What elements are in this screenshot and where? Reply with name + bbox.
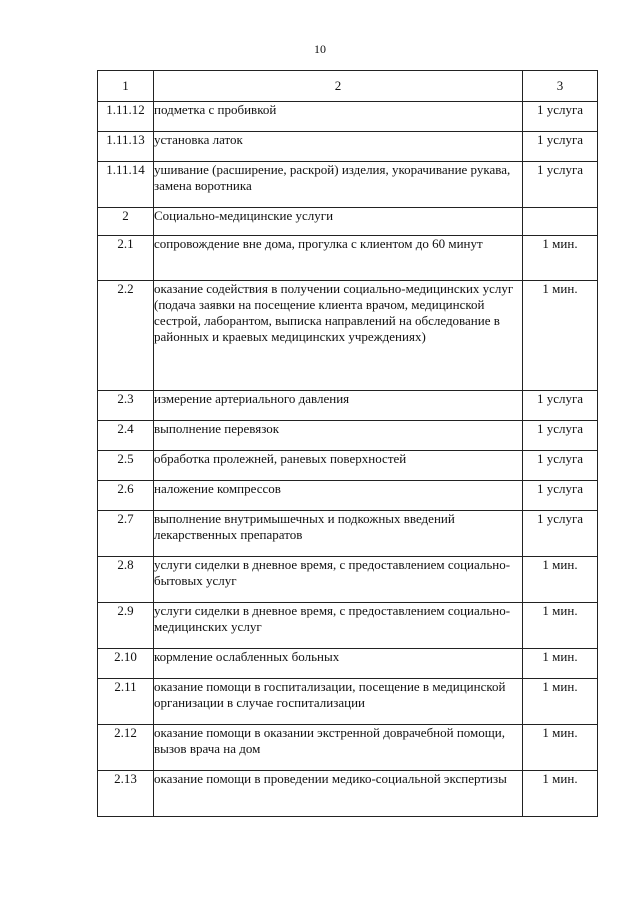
row-service-name: кормление ослабленных больных (154, 649, 523, 679)
table-row (98, 603, 598, 649)
row-number: 2 (98, 208, 154, 236)
row-number: 2.9 (98, 603, 154, 649)
row-unit: 1 мин. (523, 679, 598, 725)
row-number: 2.11 (98, 679, 154, 725)
row-unit: 1 услуга (523, 132, 598, 162)
row-service-name: обработка пролежней, раневых поверхностей (154, 451, 523, 481)
table-row (98, 771, 598, 817)
row-unit: 1 мин. (523, 725, 598, 771)
services-table-body (98, 71, 598, 817)
row-number: 2.10 (98, 649, 154, 679)
row-service-name: выполнение перевязок (154, 421, 523, 451)
table-row (98, 281, 598, 391)
row-service-name: измерение артериального давления (154, 391, 523, 421)
row-unit: 1 мин. (523, 771, 598, 817)
table-row (98, 511, 598, 557)
row-number: 1.11.12 (98, 102, 154, 132)
row-unit: 1 услуга (523, 391, 598, 421)
row-unit: 1 услуга (523, 451, 598, 481)
row-service-name: оказание содействия в получении социально-медицинских услуг (подача заявки на посещение клиента врачом, медицинской сестрой, лаборантом, выписка направлений на обследование в районных и краевых медицинских учреждениях) (154, 281, 523, 391)
table-row (98, 132, 598, 162)
row-service-name: сопровождение вне дома, прогулка с клиентом до 60 минут (154, 236, 523, 281)
row-unit: 1 мин. (523, 281, 598, 391)
table-row (98, 421, 598, 451)
row-unit: 1 услуга (523, 102, 598, 132)
row-number: 2.2 (98, 281, 154, 391)
row-service-name: подметка с пробивкой (154, 102, 523, 132)
table-row (98, 481, 598, 511)
row-number: 2.1 (98, 236, 154, 281)
row-unit: 1 услуга (523, 511, 598, 557)
row-service-name: выполнение внутримышечных и подкожных введений лекарственных препаратов (154, 511, 523, 557)
row-number: 2.4 (98, 421, 154, 451)
row-service-name: услуги сиделки в дневное время, с предоставлением социально-медицинских услуг (154, 603, 523, 649)
row-unit: 1 мин. (523, 557, 598, 603)
row-number: 2.5 (98, 451, 154, 481)
row-unit: 1 мин. (523, 649, 598, 679)
row-service-name: оказание помощи в госпитализации, посещение в медицинской организации в случае госпитализации (154, 679, 523, 725)
header-col-number: 1 (98, 71, 154, 102)
row-number: 2.3 (98, 391, 154, 421)
table-row (98, 208, 598, 236)
table-row (98, 679, 598, 725)
row-service-name: наложение компрессов (154, 481, 523, 511)
services-table (97, 70, 598, 817)
row-unit (523, 208, 598, 236)
table-row (98, 725, 598, 771)
row-unit: 1 мин. (523, 236, 598, 281)
row-service-name: услуги сиделки в дневное время, с предоставлением социально-бытовых услуг (154, 557, 523, 603)
header-col-unit: 3 (523, 71, 598, 102)
row-number: 2.13 (98, 771, 154, 817)
row-service-name: установка латок (154, 132, 523, 162)
table-row (98, 649, 598, 679)
row-unit: 1 услуга (523, 481, 598, 511)
row-unit: 1 услуга (523, 162, 598, 208)
row-service-name: оказание помощи в проведении медико-социальной экспертизы (154, 771, 523, 817)
table-row (98, 162, 598, 208)
header-col-name: 2 (154, 71, 523, 102)
row-number: 1.11.14 (98, 162, 154, 208)
table-header-row (98, 71, 598, 102)
row-number: 2.6 (98, 481, 154, 511)
row-number: 2.12 (98, 725, 154, 771)
table-row (98, 451, 598, 481)
row-number: 2.7 (98, 511, 154, 557)
row-number: 2.8 (98, 557, 154, 603)
row-number: 1.11.13 (98, 132, 154, 162)
row-service-name: ушивание (расширение, раскрой) изделия, укорачивание рукава, замена воротника (154, 162, 523, 208)
row-unit: 1 услуга (523, 421, 598, 451)
row-service-name: оказание помощи в оказании экстренной доврачебной помощи, вызов врача на дом (154, 725, 523, 771)
row-unit: 1 мин. (523, 603, 598, 649)
page-number: 10 (314, 42, 326, 56)
table-row (98, 102, 598, 132)
table-row (98, 391, 598, 421)
table-row (98, 557, 598, 603)
table-row (98, 236, 598, 281)
row-service-name: Социально-медицинские услуги (154, 208, 523, 236)
